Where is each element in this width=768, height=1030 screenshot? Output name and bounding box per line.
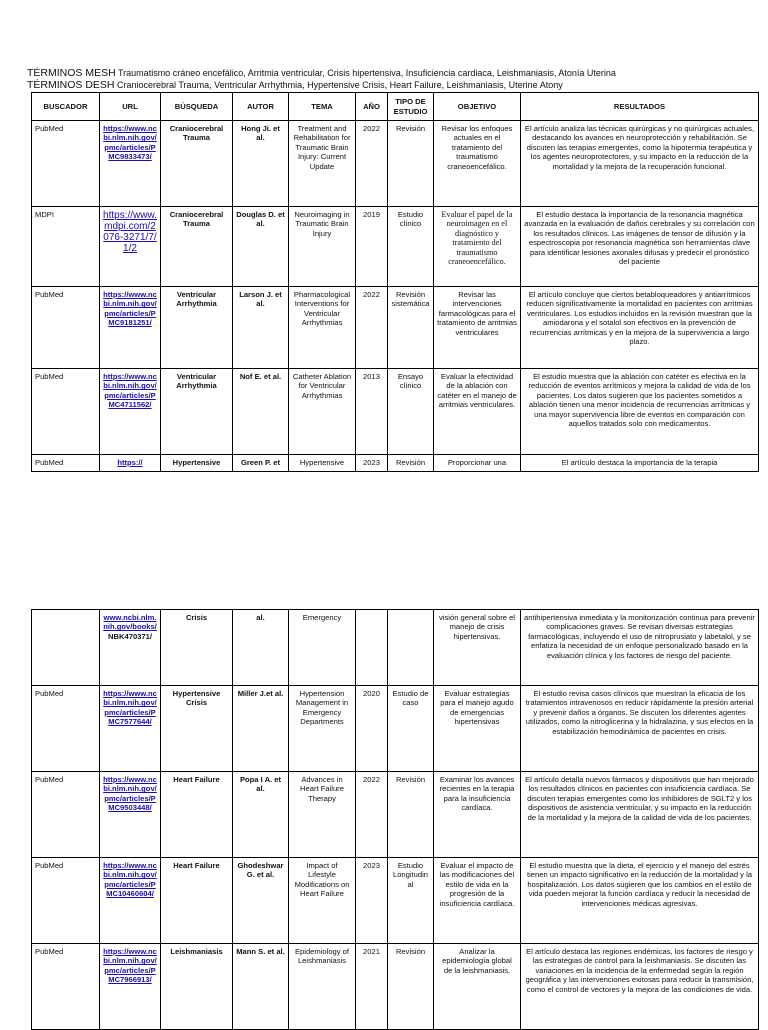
mesh-terms-line	[27, 67, 757, 79]
cell-buscador: PubMed	[32, 686, 100, 772]
table-row	[32, 121, 759, 207]
cell-tema: Pharmacological Interventions for Ventricular Arrhythmias	[289, 287, 356, 369]
cell-autor: Ghodeshwar G. et al.	[233, 858, 289, 944]
cell-tipo: Revisión	[388, 455, 434, 472]
cell-resultados: antihipertensiva inmediata y la monitorización continua para prevenir complicaciones graves. Se revisan diversas estrategias farmacológicas, incluyendo el uso de nitroprusiato y labetalol, y se enfatiza la necesidad de un enfoque personalizado basado en la evaluación clínica y los factores de riesgo del paciente.	[521, 610, 759, 686]
cell-anio: 2022	[356, 287, 388, 369]
cell-tema: Hypertension Management in Emergency Departments	[289, 686, 356, 772]
cell-tipo: Revisión	[388, 944, 434, 1030]
cell-tema: Treatment and Rehabilitation for Traumatic Brain Injury: Current Update	[289, 121, 356, 207]
cell-tema: Advances in Heart Failure Therapy	[289, 772, 356, 858]
article-link[interactable]: https://www.ncbi.nlm.nih.gov/pmc/articles/PMC4711562/	[103, 372, 157, 410]
cell-tipo: Revisión	[388, 121, 434, 207]
cell-anio: 2019	[356, 207, 388, 287]
cell-anio: 2023	[356, 858, 388, 944]
column-header: BUSCADOR	[32, 93, 100, 121]
cell-resultados: El artículo destaca las regiones endémicas, los factores de riesgo y las estrategias de control para la leishmaniasis. Se discuten las variaciones en la incidencia de la enfermedad según la región geográfica y las intervenciones exitosas para reducir la transmisión, como el control de vectores y la mejora de las condiciones de vida.	[521, 944, 759, 1030]
cell-url	[100, 686, 161, 772]
cell-buscador: MDPI	[32, 207, 100, 287]
desh-label: TÉRMINOS DESH	[27, 79, 115, 91]
cell-autor: Hong Ji. et al.	[233, 121, 289, 207]
cell-tipo	[388, 610, 434, 686]
cell-busqueda: Heart Failure	[161, 772, 233, 858]
desh-terms: Craniocerebral Trauma, Ventricular Arrhythmia, Hypertensive Crisis, Heart Failure, Leishmaniasis, Uterine Atony	[117, 80, 563, 90]
cell-autor: Mann S. et al.	[233, 944, 289, 1030]
results-table-page-1	[31, 92, 759, 472]
cell-autor: Miller J.et al.	[233, 686, 289, 772]
cell-url	[100, 858, 161, 944]
cell-anio: 2023	[356, 455, 388, 472]
cell-resultados: El estudio muestra que la ablación con catéter es efectiva en la reducción de eventos arrítmicos y mejora la calidad de vida de los pacientes. Los datos sugieren que los pacientes sometidos a ablación tienen una menor incidencia de recurrencias arrítmicas y una mayor supervivencia libre de eventos en comparación con aquellos tratados solo con medicamentos.	[521, 369, 759, 455]
cell-busqueda: Craniocerebral Trauma	[161, 121, 233, 207]
table-row	[32, 207, 759, 287]
cell-objetivo: Revisar los enfoques actuales en el tratamiento del traumatismo craneoencefálico.	[434, 121, 521, 207]
cell-busqueda: Craniocerebral Trauma	[161, 207, 233, 287]
cell-autor: Larson J. et al.	[233, 287, 289, 369]
cell-autor: Green P. et	[233, 455, 289, 472]
cell-objetivo: Evaluar la efectividad de la ablación con catéter en el manejo de arritmias ventriculares.	[434, 369, 521, 455]
cell-objetivo: Evaluar el papel de la neuroimagen en el diagnóstico y tratamiento del traumatismo craneoencefálico.	[434, 207, 521, 287]
article-link-tail[interactable]: NBK470371/	[108, 631, 152, 641]
column-header: TIPO DE ESTUDIO	[388, 93, 434, 121]
cell-busqueda: Crisis	[161, 610, 233, 686]
cell-autor: Popa I A. et al.	[233, 772, 289, 858]
mesh-label: TÉRMINOS MESH	[27, 67, 116, 79]
cell-buscador: PubMed	[32, 369, 100, 455]
cell-busqueda: Heart Failure	[161, 858, 233, 944]
cell-tipo: Estudio Longitudinal	[388, 858, 434, 944]
table-row	[32, 455, 759, 472]
results-table-page-2	[31, 609, 759, 1030]
cell-url	[100, 610, 161, 686]
article-link[interactable]: https://www.ncbi.nlm.nih.gov/pmc/articles/PMC9181251/	[103, 290, 157, 328]
table-row	[32, 944, 759, 1030]
cell-resultados: El artículo concluye que ciertos betabloqueadores y antiarrítmicos reducen significativamente la mortalidad en pacientes con arritmias ventriculares. Los estudios incluidos en la revisión muestran que la amiodarona y el sotalol son efectivos en la prevención de recurrencias arrítmicas y en la mejora de la supervivencia a largo plazo.	[521, 287, 759, 369]
article-link[interactable]: www.ncbi.nlm.nih.gov/books/	[103, 613, 157, 632]
column-header: OBJETIVO	[434, 93, 521, 121]
cell-tipo: Revisión sistemática	[388, 287, 434, 369]
table-row	[32, 369, 759, 455]
cell-buscador: PubMed	[32, 287, 100, 369]
column-header: RESULTADOS	[521, 93, 759, 121]
cell-tipo: Revisión	[388, 772, 434, 858]
cell-resultados: El artículo destaca la importancia de la terapia	[521, 455, 759, 472]
article-link[interactable]: https://www.ncbi.nlm.nih.gov/pmc/articles/PMC7577644/	[103, 689, 157, 727]
cell-tema: Hypertensive	[289, 455, 356, 472]
cell-buscador	[32, 610, 100, 686]
table-row	[32, 287, 759, 369]
column-header: TEMA	[289, 93, 356, 121]
cell-url	[100, 369, 161, 455]
document-header	[27, 67, 757, 91]
cell-resultados: El estudio muestra que la dieta, el ejercicio y el manejo del estrés tienen un impacto significativo en la reducción de la mortalidad y la hospitalización. Los datos sugieren que los cambios en el estilo de vida pueden mejorar la función cardíaca y reducir la necesidad de intervenciones médicas agresivas.	[521, 858, 759, 944]
article-link[interactable]: https://www.ncbi.nlm.nih.gov/pmc/articles/PMC9503448/	[103, 775, 157, 813]
cell-objetivo: Evaluar estrategias para el manejo agudo de emergencias hipertensivas	[434, 686, 521, 772]
cell-autor: al.	[233, 610, 289, 686]
cell-objetivo: visión general sobre el manejo de crisis hipertensivas.	[434, 610, 521, 686]
cell-buscador: PubMed	[32, 121, 100, 207]
article-link[interactable]: https://www.mdpi.com/2076-3271/7/1/2	[103, 210, 157, 254]
column-header: URL	[100, 93, 161, 121]
cell-busqueda: Leishmaniasis	[161, 944, 233, 1030]
cell-buscador: PubMed	[32, 944, 100, 1030]
cell-url	[100, 455, 161, 472]
table-row	[32, 858, 759, 944]
cell-url	[100, 287, 161, 369]
table-row	[32, 610, 759, 686]
cell-objetivo: Evaluar el impacto de las modificaciones del estilo de vida en la progresión de la insuficiencia cardíaca.	[434, 858, 521, 944]
cell-busqueda: Hypertensive	[161, 455, 233, 472]
cell-busqueda: Hypertensive Crisis	[161, 686, 233, 772]
cell-anio	[356, 610, 388, 686]
table-header-row	[32, 93, 759, 121]
cell-tipo: Estudio clínico	[388, 207, 434, 287]
article-link[interactable]: https://www.ncbi.nlm.nih.gov/pmc/articles/PMC7966913/	[103, 947, 157, 985]
cell-autor: Nof E. et al.	[233, 369, 289, 455]
cell-buscador: PubMed	[32, 455, 100, 472]
article-link[interactable]: https://www.ncbi.nlm.nih.gov/pmc/articles/PMC10460604/	[103, 861, 157, 899]
cell-resultados: El estudio revisa casos clínicos que muestran la eficacia de los tratamientos intravenosos en reducir rápidamente la presión arterial y prevenir daños a órganos. Se discuten los diferentes agentes utilizados, como la nitroglicerina y la hidralazina, y sus efectos en la estabilización hemodinámica de pacientes en crisis.	[521, 686, 759, 772]
cell-busqueda: Ventricular Arrhythmia	[161, 287, 233, 369]
cell-url	[100, 772, 161, 858]
cell-objetivo: Examinar los avances recientes en la terapia para la insuficiencia cardíaca.	[434, 772, 521, 858]
cell-url	[100, 207, 161, 287]
cell-url	[100, 121, 161, 207]
cell-anio: 2022	[356, 772, 388, 858]
cell-buscador: PubMed	[32, 858, 100, 944]
cell-buscador: PubMed	[32, 772, 100, 858]
cell-tema: Impact of Lifestyle Modifications on Heart Failure	[289, 858, 356, 944]
cell-tipo: Estudio de caso	[388, 686, 434, 772]
table-row	[32, 772, 759, 858]
mesh-terms: Traumatismo cráneo encefálico, Arritmia ventricular, Crisis hipertensiva, Insuficiencia cardiaca, Leishmaniasis, Atonía Uterina	[118, 68, 616, 78]
cell-resultados: El estudio destaca la importancia de la resonancia magnética avanzada en la evaluación de daños cerebrales y su correlación con los resultados clínicos. Las imágenes de tensor de difusión y la espectroscopia por resonancia magnética son herramientas clave para identificar lesiones axonales difusas y predecir el pronóstico del paciente	[521, 207, 759, 287]
cell-tema: Catheter Ablation for Ventricular Arrhythmias	[289, 369, 356, 455]
cell-tema: Neuroimaging in Traumatic Brain Injury	[289, 207, 356, 287]
desh-terms-line	[27, 79, 757, 91]
cell-autor: Douglas D. et al.	[233, 207, 289, 287]
column-header: BÚSQUEDA	[161, 93, 233, 121]
cell-tema: Emergency	[289, 610, 356, 686]
table-row	[32, 686, 759, 772]
cell-url	[100, 944, 161, 1030]
column-header: AÑO	[356, 93, 388, 121]
cell-tipo: Ensayo clínico	[388, 369, 434, 455]
cell-anio: 2021	[356, 944, 388, 1030]
cell-anio: 2013	[356, 369, 388, 455]
cell-resultados: El artículo analiza las técnicas quirúrgicas y no quirúrgicas actuales, destacando los avances en neuroprotección y rehabilitación. Se discuten las terapias emergentes, como la hipotermia terapéutica y los agentes neuroprotectores, y su impacto en la reducción de la mortalidad y la mejora de la recuperación funcional.	[521, 121, 759, 207]
cell-objetivo: Analizar la epidemiología global de la leishmaniasis.	[434, 944, 521, 1030]
article-link[interactable]: https://www.ncbi.nlm.nih.gov/pmc/articles/PMC9833473/	[103, 124, 157, 162]
cell-anio: 2020	[356, 686, 388, 772]
cell-tema: Epidemiology of Leishmaniasis	[289, 944, 356, 1030]
cell-resultados: El artículo detalla nuevos fármacos y dispositivos que han mejorado los resultados clínicos en pacientes con insuficiencia cardíaca. Se discuten terapias emergentes como los inhibidores de SGLT2 y los dispositivos de asistencia ventricular, y su impacto en la reducción de la mortalidad y la mejora de la calidad de vida de los pacientes.	[521, 772, 759, 858]
cell-anio: 2022	[356, 121, 388, 207]
column-header: AUTOR	[233, 93, 289, 121]
cell-objetivo: Proporcionar una	[434, 455, 521, 472]
cell-objetivo: Revisar las intervenciones farmacológicas para el tratamiento de arritmias ventriculares	[434, 287, 521, 369]
cell-busqueda: Ventricular Arrhythmia	[161, 369, 233, 455]
article-link[interactable]: https://	[117, 458, 143, 467]
